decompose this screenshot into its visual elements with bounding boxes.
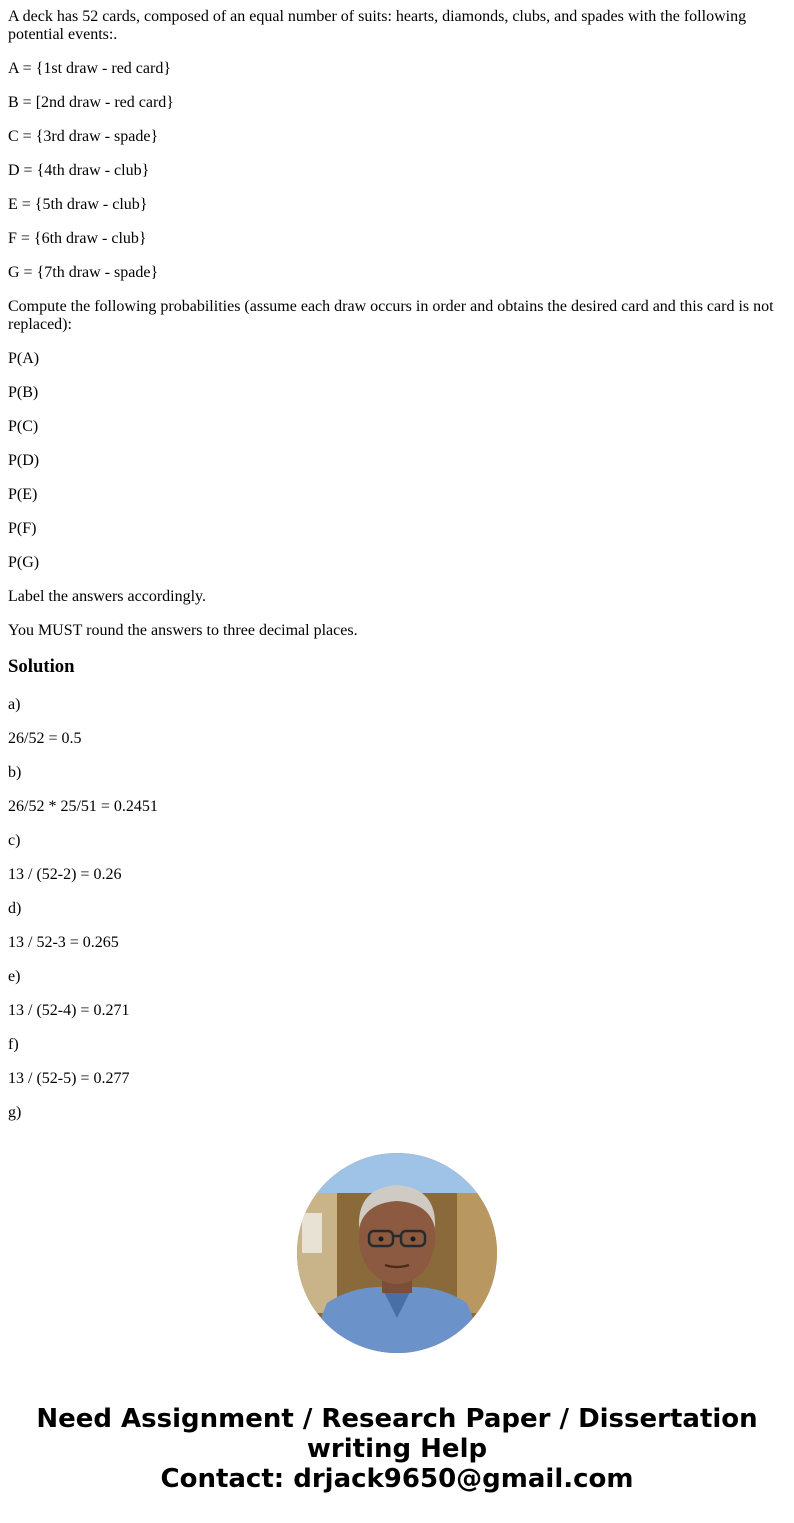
solution-answer-d: 13 / 52-3 = 0.265 xyxy=(8,934,119,951)
solution-label-f: f) xyxy=(8,1036,19,1053)
probability-f: P(F) xyxy=(8,520,37,537)
question-content xyxy=(8,8,786,1122)
promo-banner xyxy=(0,1404,794,1494)
solution-label-a: a) xyxy=(8,696,21,713)
probability-e: P(E) xyxy=(8,486,38,503)
solution-label-d: d) xyxy=(8,900,22,917)
probability-b: P(B) xyxy=(8,384,39,401)
promo-contact: Contact: drjack9650@gmail.com xyxy=(160,1464,634,1494)
solution-answer-e: 13 / (52-4) = 0.271 xyxy=(8,1002,130,1019)
question-instruction: Compute the following probabilities (assume each draw occurs in order and obtains the desired card and this card is not replaced): xyxy=(8,298,774,333)
round-note: You MUST round the answers to three decimal places. xyxy=(8,622,358,639)
solution-answer-f: 13 / (52-5) = 0.277 xyxy=(8,1070,130,1087)
promo-line-1: Need Assignment / Research Paper / Dissertation xyxy=(36,1404,758,1434)
probability-c: P(C) xyxy=(8,418,39,435)
probability-a: P(A) xyxy=(8,350,40,367)
tutor-avatar xyxy=(297,1153,497,1353)
solution-label-b: b) xyxy=(8,764,22,781)
event-c: C = {3rd draw - spade} xyxy=(8,128,159,145)
probability-d: P(D) xyxy=(8,452,40,469)
solution-label-e: e) xyxy=(8,968,21,985)
solution-answer-a: 26/52 = 0.5 xyxy=(8,730,82,747)
event-a: A = {1st draw - red card} xyxy=(8,60,171,77)
event-d: D = {4th draw - club} xyxy=(8,162,150,179)
solution-answer-b: 26/52 * 25/51 = 0.2451 xyxy=(8,798,158,815)
event-f: F = {6th draw - club} xyxy=(8,230,147,247)
solution-label-c: c) xyxy=(8,832,21,849)
label-note: Label the answers accordingly. xyxy=(8,588,206,605)
question-intro: A deck has 52 cards, composed of an equal number of suits: hearts, diamonds, clubs, and spades with the following potential events:. xyxy=(8,8,747,43)
probability-g: P(G) xyxy=(8,554,40,571)
event-g: G = {7th draw - spade} xyxy=(8,264,159,281)
event-e: E = {5th draw - club} xyxy=(8,196,148,213)
tutor-portrait xyxy=(297,1153,497,1353)
event-b: B = [2nd draw - red card} xyxy=(8,94,174,111)
solution-heading: Solution xyxy=(8,656,75,677)
solution-answer-c: 13 / (52-2) = 0.26 xyxy=(8,866,122,883)
promo-line-2: writing Help xyxy=(306,1434,488,1464)
solution-label-g: g) xyxy=(8,1104,22,1121)
